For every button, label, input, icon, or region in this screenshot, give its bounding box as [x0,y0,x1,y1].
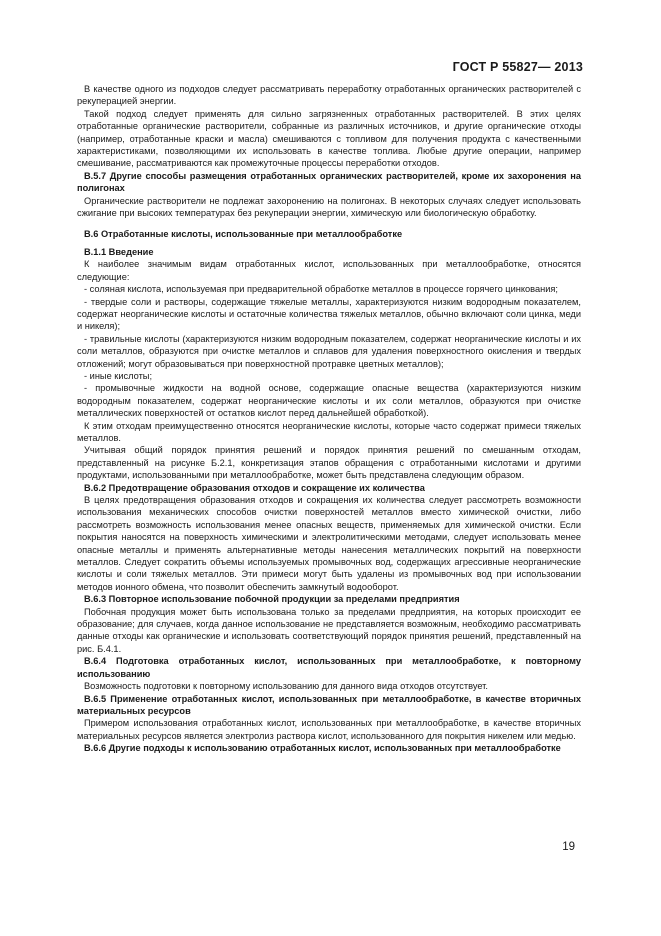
section-heading-b66: В.6.6 Другие подходы к использованию отработанных кислот, использованных при металлообработке [84,743,561,754]
list-item: - соляная кислота, используемая при предварительной обработке металлов в процессе горячего цинкования; [84,284,558,295]
section-heading-b57: В.5.7 Другие способы размещения отработанных органических растворителей, кроме их захоронения на полигонах [77,170,581,194]
section-heading-b64: В.6.4 Подготовка отработанных кислот, использованных при металлообработке, к повторному использованию [77,656,581,679]
document-body [77,83,581,755]
paragraph: Органические растворители не подлежат захоронению на полигонах. В некоторых случаях следует использовать сжигание при высоких температурах без рекуперации энергии, химическую или биологическую обработку. [77,195,581,219]
paragraph: Примером использования отработанных кислот, использованных при металлообработке, в качестве вторичных материальных ресурсов является электролиз раствора кислот, использованного для покрытия никелем или медью. [77,718,581,741]
paragraph: Учитывая общий порядок принятия решений и порядок принятия решений по смешанным отходам, представленный на рисунке Б.2.1, конкретизация этапов обращения с отработанными кислотами и другими продуктами, использованными при металлообработке, может быть представлена следующим образом. [77,445,581,481]
section-heading-b6: В.6 Отработанные кислоты, использованные при металлообработке [84,229,403,240]
paragraph: К этим отходам преимущественно относятся неорганические кислоты, которые часто содержат примеси тяжелых металлов. [77,420,581,443]
paragraph: Возможность подготовки к повторному использованию для данного вида отходов отсутствует. [84,681,488,692]
list-item: - иные кислоты; [84,370,153,381]
list-item: - твердые соли и растворы, содержащие тяжелые металлы, характеризуются низким водородным показателем, содержат неорганические кислоты и остаточные количества тяжелых металлов, обычно включают соли цинка, меди и никеля); [77,296,581,332]
document-header-title: ГОСТ Р 55827— 2013 [452,60,583,74]
list-item: - промывочные жидкости на водной основе, содержащие опасные вещества (характеризуются низким водородным показателем, содержат неорганические кислоты и их соли металлов, образуются при очистке металлических поверхностей от остатков кислот перед дальнейшей обработкой). [77,383,581,419]
section-heading-b63: В.6.3 Повторное использование побочной продукции за пределами предприятия [84,594,460,605]
page-number: 19 [562,841,575,853]
section-heading-b11: В.1.1 Введение [84,246,154,257]
list-item: - травильные кислоты (характеризуются низким водородным показателем, содержат неорганические кислоты и их соли металлов, образуются при очистке металлов и сплавов для удаления поверхностного окисления и твердых отложений; могут образовываться при поверхностной протравке цветных металлов); [77,333,581,369]
paragraph: Такой подход следует применять для сильно загрязненных отработанных растворителей. В этих целях отработанные органические растворители, собранные из различных источников, и другие органические отходы (например, отработанные краски и масла) смешиваются с топливом для получения продукта с качественными характеристиками, позволяющими их использовать в качестве топлива. Любые другие операции, например смешивание, рассматриваются как промежуточные процессы переработки отходов. [77,108,581,169]
section-heading-b65: В.6.5 Применение отработанных кислот, использованных при металлообработке, в качестве вторичных материальных ресурсов [77,693,581,716]
paragraph: В качестве одного из подходов следует рассматривать переработку отработанных органических растворителей с рекуперацией энергии. [77,84,581,107]
section-heading-b62: В.6.2 Предотвращение образования отходов и сокращение их количества [84,482,425,493]
paragraph: Побочная продукция может быть использована только за пределами предприятия, на которых происходит ее образование; для случаев, когда данное использование не представляется возможным, необходимо рассматривать данные отходы как органические и использовать соответствующий порядок принятия решений, представленный на рис. Б.4.1. [77,606,581,654]
paragraph: К наиболее значимым видам отработанных кислот, использованных при металлообработке, относятся следующие: [77,259,581,282]
paragraph: В целях предотвращения образования отходов и сокращения их количества следует рассмотреть возможности использования механических способов очистки поверхностей металлов вместо химической очистки, либо рассмотреть возможность использования менее опасных веществ, применяемых для химической очистки. Если покрытия наносятся на поверхность химическими и электролитическими методами, следует использовать менее опасные металлы и применять альтернативные методы нанесения металлических покрытий на поверхности металлов. Следует сократить объемы используемых промывочных вод, содержащих агрессивные неорганические кислоты и соли тяжелых металлов. Эти примеси могут быть удалены из промывочных вод при использовании методов ионного обмена, что позволит обеспечить замкнутый водооборот. [77,495,581,592]
